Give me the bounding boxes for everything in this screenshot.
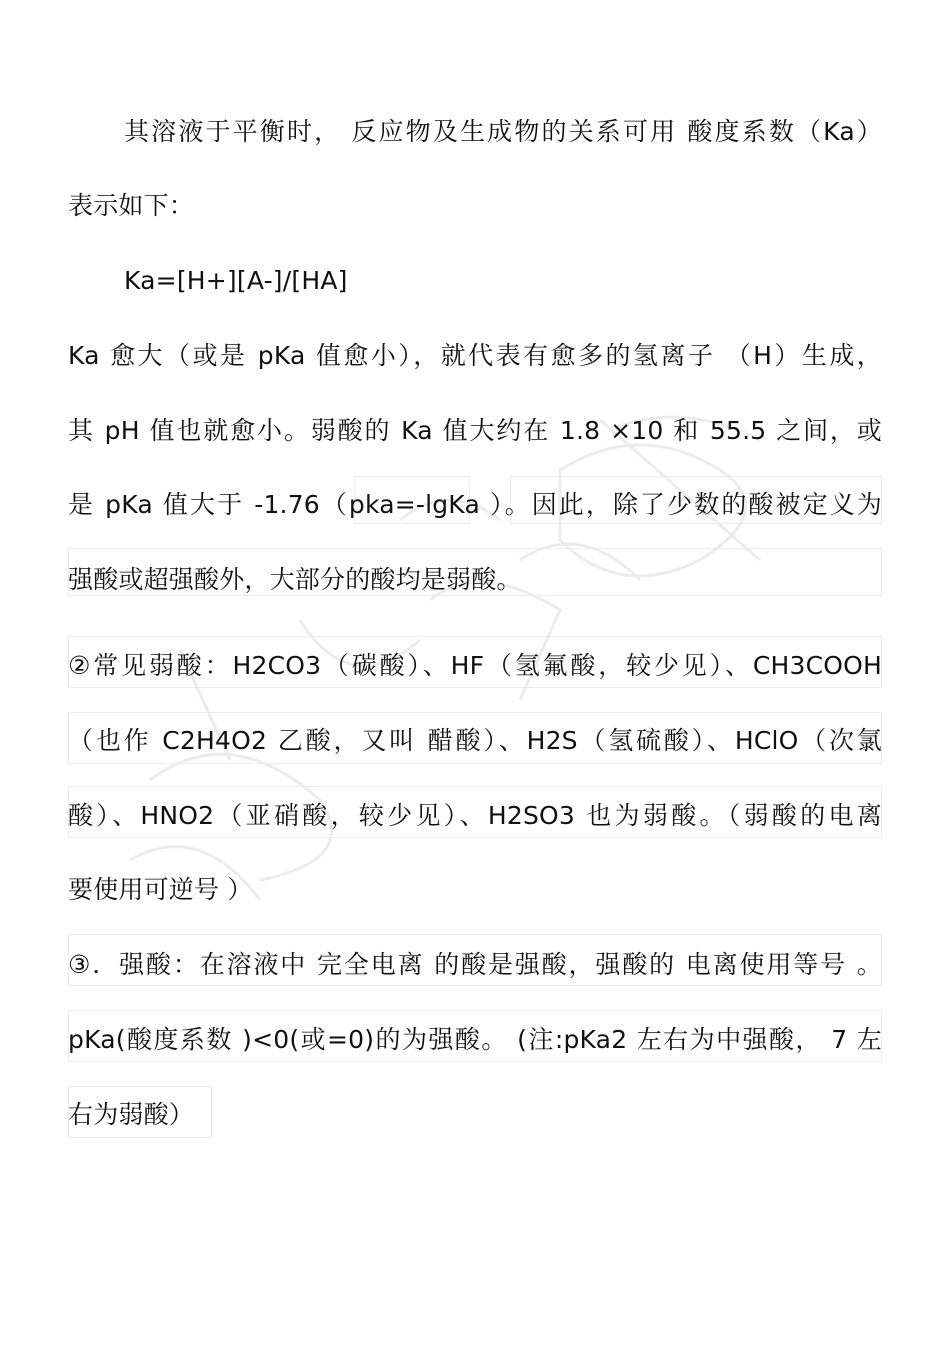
paragraph-line: （也作 C2H4O2 乙酸，又叫 醋酸）、H2S（氢硫酸）、HClO（次氯: [68, 726, 882, 755]
paragraph-line: 是 pKa 值大于 -1.76（pka=-lgKa ）。因此，除了少数的酸被定义为: [68, 490, 882, 519]
paragraph-line: 其 pH 值也就愈小。弱酸的 Ka 值大约在 1.8 ×10 和 55.5 之间，或: [68, 416, 882, 445]
paragraph-line: 强酸或超强酸外，大部分的酸均是弱酸。: [68, 565, 522, 594]
formula-line: Ka=[H+][A-]/[HA]: [124, 266, 348, 295]
paragraph-line: 其溶液于平衡时， 反应物及生成物的关系可用 酸度系数（Ka）: [124, 117, 882, 146]
paragraph-line: 右为弱酸）: [68, 1100, 195, 1129]
paragraph-line: 表示如下：: [68, 191, 195, 220]
paragraph-line: ②常见弱酸：H2CO3（碳酸）、HF（氢氟酸，较少见）、CH3COOH: [68, 651, 882, 680]
paragraph-line: 酸）、HNO2（亚硝酸，较少见）、H2SO3 也为弱酸。（弱酸的电离: [68, 801, 882, 830]
paragraph-line: ③．强酸：在溶液中 完全电离 的酸是强酸，强酸的 电离使用等号 。: [68, 950, 882, 979]
paragraph-line: Ka 愈大（或是 pKa 值愈小），就代表有愈多的氢离子 （H）生成，: [68, 341, 882, 370]
paragraph-line: 要使用可逆号 ）: [68, 875, 253, 904]
paragraph-line: pKa(酸度系数 )<0(或=0)的为强酸。 (注:pKa2 左右为中强酸， 7 左: [68, 1025, 882, 1054]
